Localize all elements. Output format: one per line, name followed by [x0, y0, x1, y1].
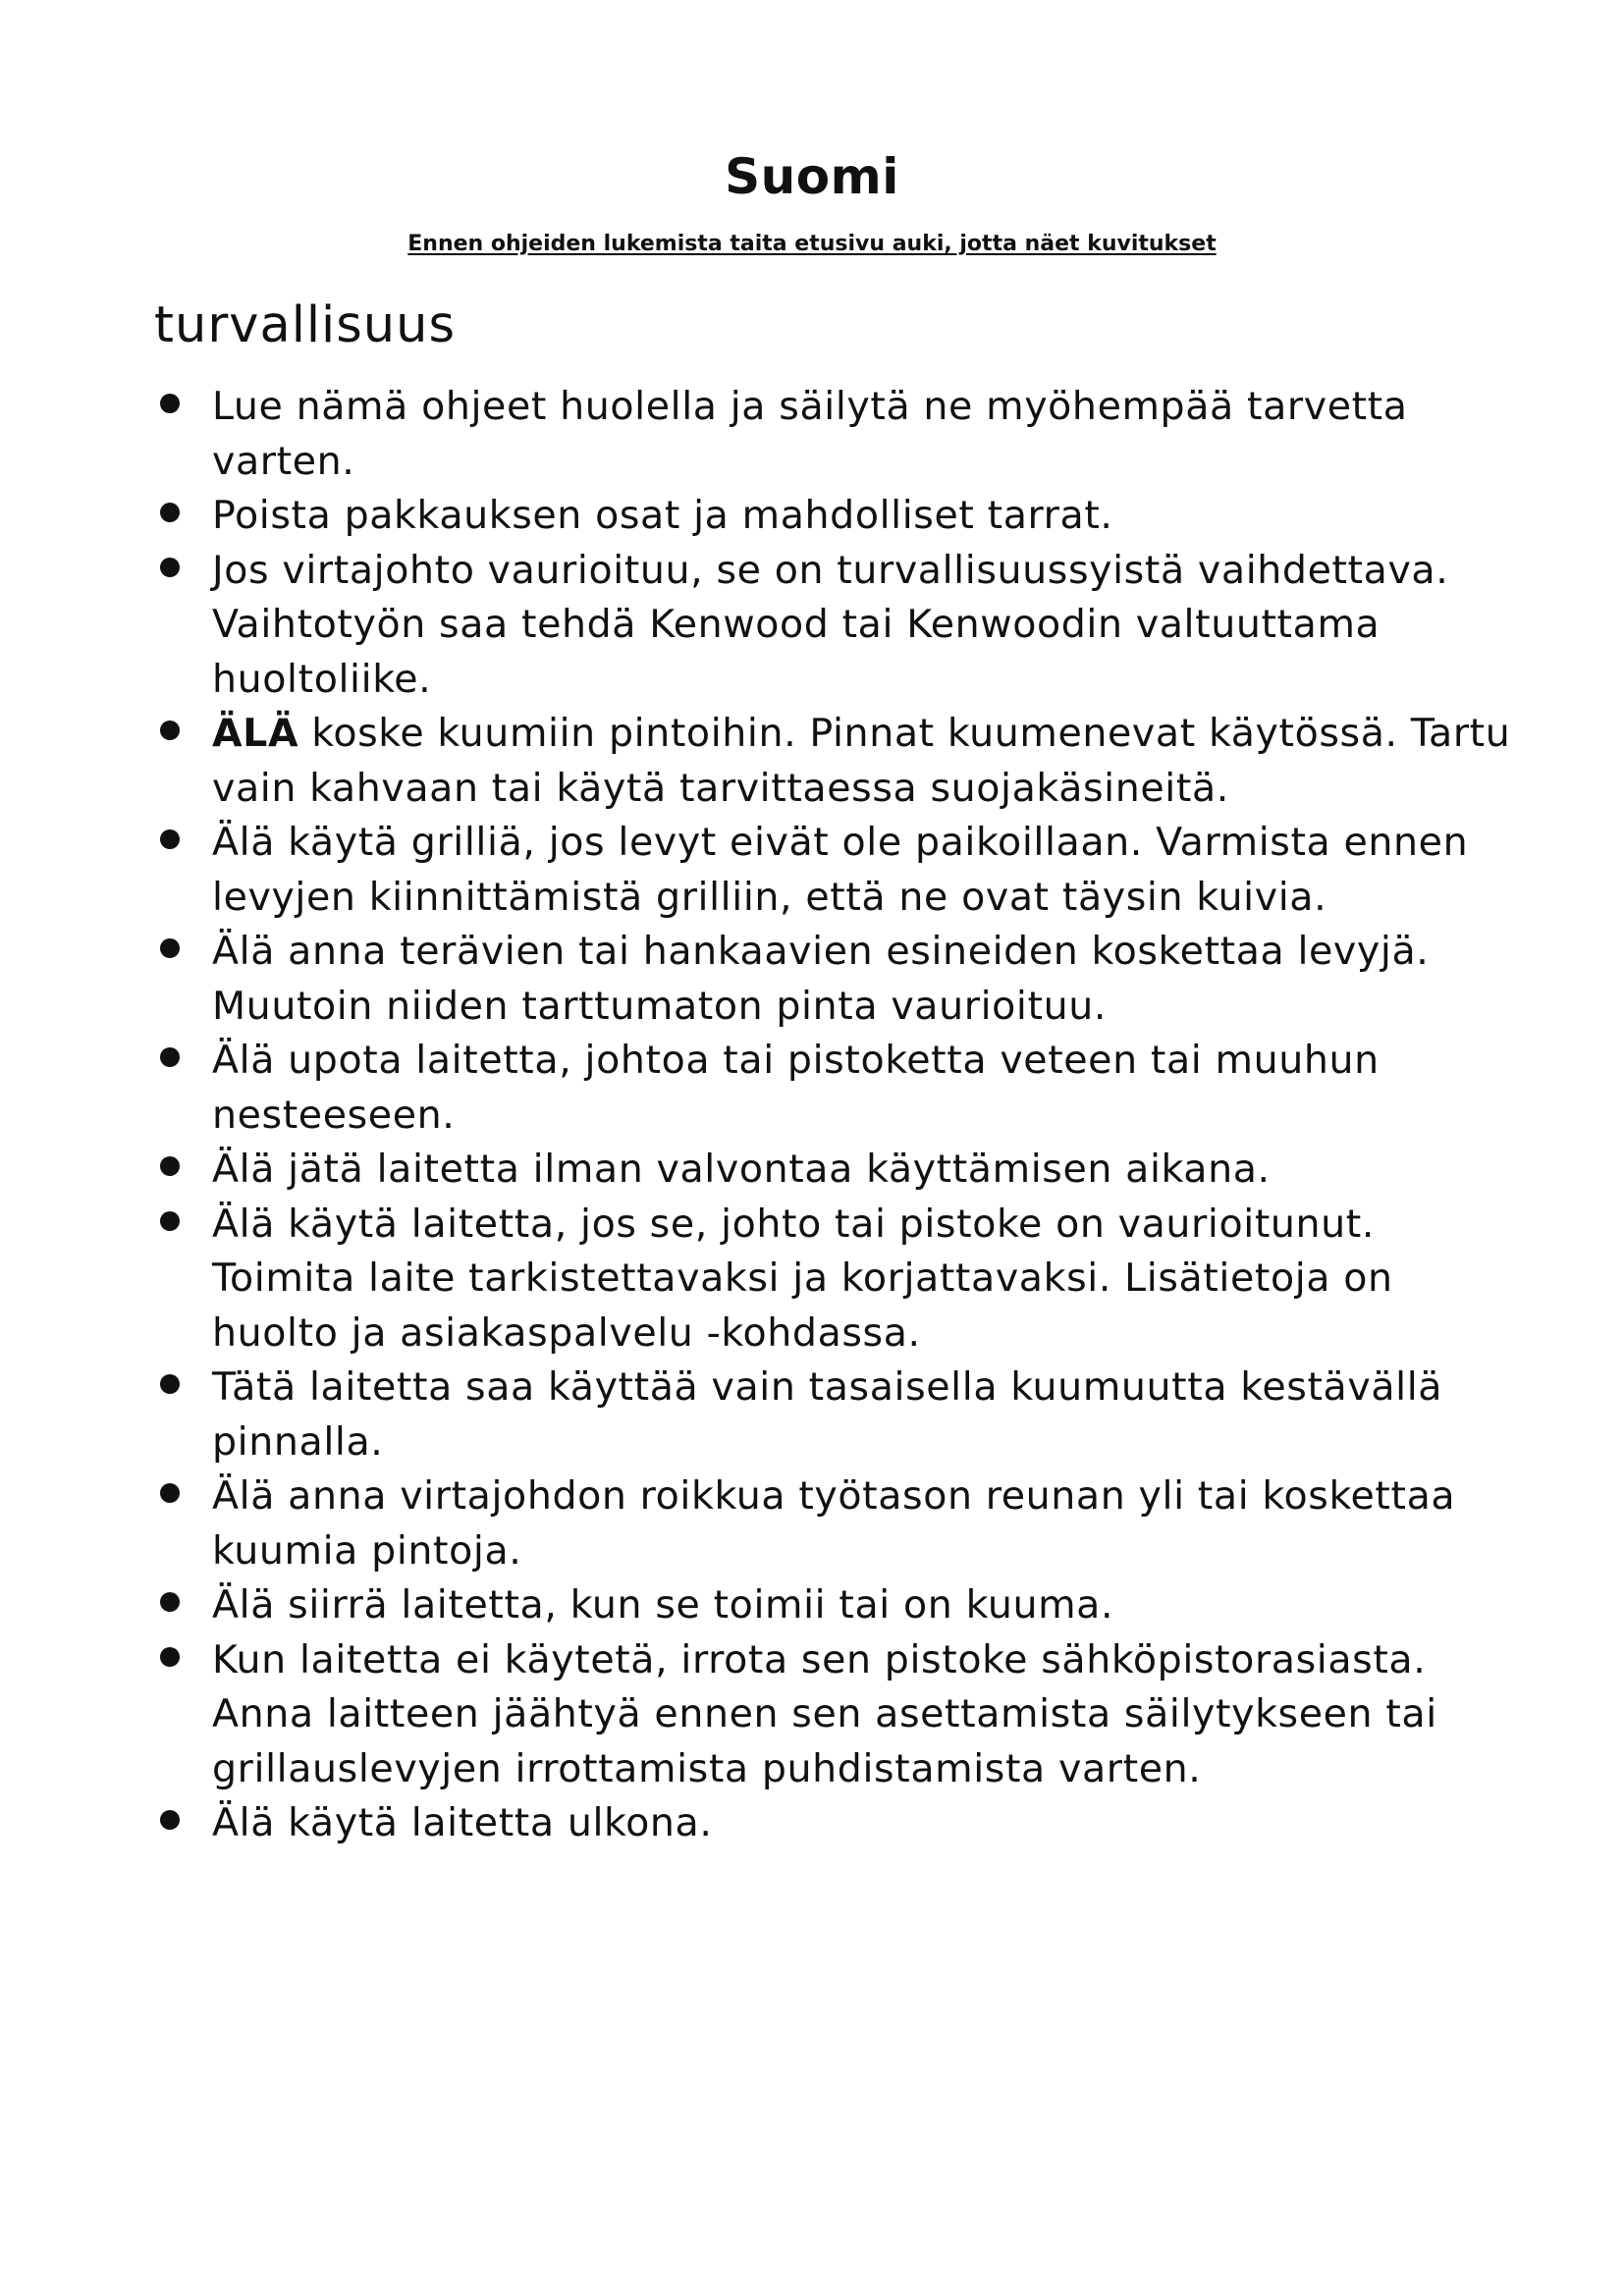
list-item — [147, 1198, 1512, 1362]
item-text: Jos virtajohto vaurioituu, se on turvallisuussyistä vaihdettava. Vaihtotyön saa tehdä Kenwood tai Kenwoodin valtuuttama huoltoliike. — [212, 547, 1449, 702]
bullet-icon — [160, 938, 180, 958]
bullet-icon — [160, 1211, 180, 1231]
list-item — [147, 1578, 1512, 1633]
bullet-icon — [160, 558, 180, 577]
page-title: Suomi — [725, 148, 899, 205]
item-text: Lue nämä ohjeet huolella ja säilytä ne myöhempää tarvetta varten. — [212, 384, 1408, 484]
list-item — [147, 1034, 1512, 1143]
bullet-icon — [160, 503, 180, 522]
item-text: Poista pakkauksen osat ja mahdolliset tarrat. — [212, 493, 1113, 538]
item-text: Kun laitetta ei käytetä, irrota sen pistoke sähköpistorasiasta. Anna laitteen jäähtyä ennen sen asettamista säilytykseen tai grillauslevyjen irrottamista puhdistamista varten. — [212, 1636, 1437, 1791]
item-text: Älä käytä laitetta, jos se, johto tai pistoke on vaurioitunut. Toimita laite tarkistettavaksi ja korjattavaksi. Lisätietoja on huolto ja asiakaspalvelu -kohdassa. — [212, 1201, 1393, 1356]
item-text: Älä anna terävien tai hankaavien esineiden koskettaa levyjä. Muutoin niiden tarttumaton pinta vaurioituu. — [212, 929, 1430, 1029]
list-item — [147, 1143, 1512, 1198]
list-item — [147, 489, 1512, 544]
list-item — [147, 1796, 1512, 1851]
bullet-icon — [160, 829, 180, 849]
section-heading: turvallisuus — [154, 296, 457, 354]
bullet-icon — [160, 721, 180, 740]
list-item — [147, 380, 1512, 489]
bullet-icon — [160, 1156, 180, 1176]
bullet-icon — [160, 1483, 180, 1503]
item-bold-text: ÄLÄ — [212, 711, 299, 756]
list-item — [147, 925, 1512, 1034]
item-text: Älä jätä laitetta ilman valvontaa käyttämisen aikana. — [212, 1147, 1271, 1192]
item-text: Älä siirrä laitetta, kun se toimii tai on kuuma. — [212, 1582, 1114, 1628]
list-item — [147, 1469, 1512, 1578]
list-item — [147, 544, 1512, 708]
list-item — [147, 1361, 1512, 1469]
bullet-icon — [160, 394, 180, 413]
bullet-icon — [160, 1374, 180, 1394]
list-item — [147, 1633, 1512, 1797]
list-item — [147, 816, 1512, 925]
item-text: Älä käytä laitetta ulkona. — [212, 1800, 713, 1845]
bullet-icon — [160, 1810, 180, 1830]
item-text: Tätä laitetta saa käyttää vain tasaisella kuumuutta kestävällä pinnalla. — [212, 1364, 1443, 1465]
item-text: Älä upota laitetta, johtoa tai pistoketta veteen tai muuhun nesteeseen. — [212, 1038, 1380, 1138]
page-subtitle: Ennen ohjeiden lukemista taita etusivu auki, jotta näet kuvitukset — [407, 232, 1217, 256]
bullet-icon — [160, 1592, 180, 1612]
bullet-icon — [160, 1647, 180, 1667]
safety-list — [147, 380, 1512, 1851]
item-text: Älä käytä grilliä, jos levyt eivät ole paikoillaan. Varmista ennen levyjen kiinnittämistä grilliin, että ne ovat täysin kuivia. — [212, 820, 1469, 920]
bullet-icon — [160, 1047, 180, 1067]
list-item — [147, 707, 1512, 816]
item-text: Älä anna virtajohdon roikkua työtason reunan yli tai koskettaa kuumia pintoja. — [212, 1473, 1456, 1574]
item-text: koske kuumiin pintoihin. Pinnat kuumenevat käytössä. Tartu vain kahvaan tai käytä tarvittaessa suojakäsineitä. — [212, 711, 1511, 811]
